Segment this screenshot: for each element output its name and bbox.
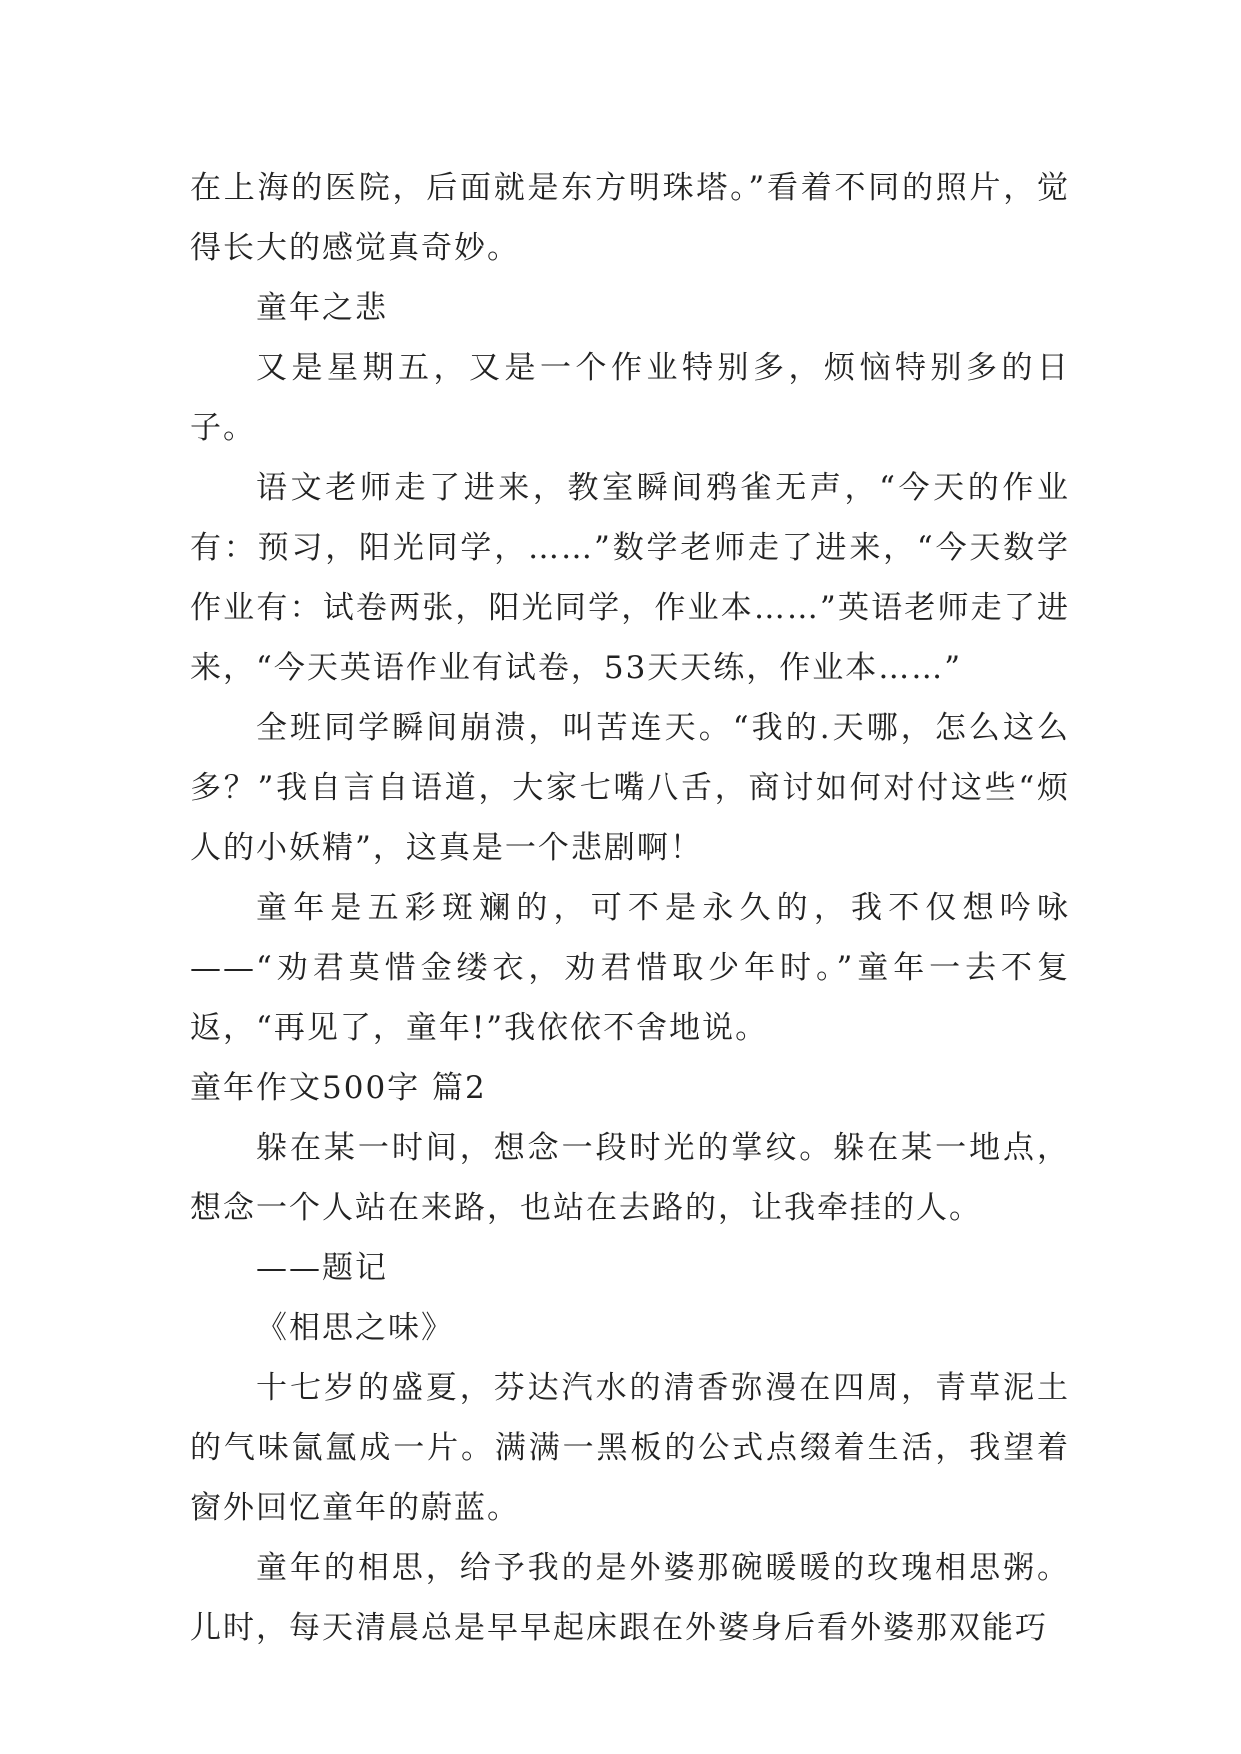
- article-heading: 童年作文500字 篇2: [190, 1070, 487, 1106]
- paragraph: 全班同学瞬间崩溃，叫苦连天。“我的.天哪，怎么这么多？”我自言自语道，大家七嘴八舌，商讨如何对付这些“烦人的小妖精”，这真是一个悲剧啊！: [190, 710, 1070, 866]
- document-body: [190, 158, 1070, 1658]
- paragraph: 在上海的医院，后面就是东方明珠塔。”看着不同的照片，觉得长大的感觉真奇妙。: [190, 170, 1070, 266]
- section-title: 童年之悲: [256, 290, 388, 326]
- paragraph: 童年的相思，给予我的是外婆那碗暖暖的玫瑰相思粥。儿时，每天清晨总是早早起床跟在外婆身后看外婆那双能巧: [190, 1550, 1070, 1646]
- epigraph-attribution: ——题记: [256, 1250, 388, 1286]
- paragraph: 童年是五彩斑斓的，可不是永久的，我不仅想吟咏——“劝君莫惜金缕衣，劝君惜取少年时。”童年一去不复返，“再见了，童年!”我依依不舍地说。: [190, 890, 1070, 1046]
- paragraph: 又是星期五，又是一个作业特别多，烦恼特别多的日子。: [190, 350, 1070, 446]
- paragraph: 十七岁的盛夏，芬达汽水的清香弥漫在四周，青草泥土的气味氤氲成一片。满满一黑板的公式点缀着生活，我望着窗外回忆童年的蔚蓝。: [190, 1370, 1070, 1526]
- paragraph: 语文老师走了进来，教室瞬间鸦雀无声，“今天的作业有：预习，阳光同学，……”数学老师走了进来，“今天数学作业有：试卷两张，阳光同学，作业本……”英语老师走了进来，“今天英语作业有试卷，53天天练，作业本……”: [190, 470, 1070, 686]
- paragraph: 躲在某一时间，想念一段时光的掌纹。躲在某一地点，想念一个人站在来路，也站在去路的，让我牵挂的人。: [190, 1130, 1070, 1226]
- section-title: 《相思之味》: [256, 1310, 454, 1346]
